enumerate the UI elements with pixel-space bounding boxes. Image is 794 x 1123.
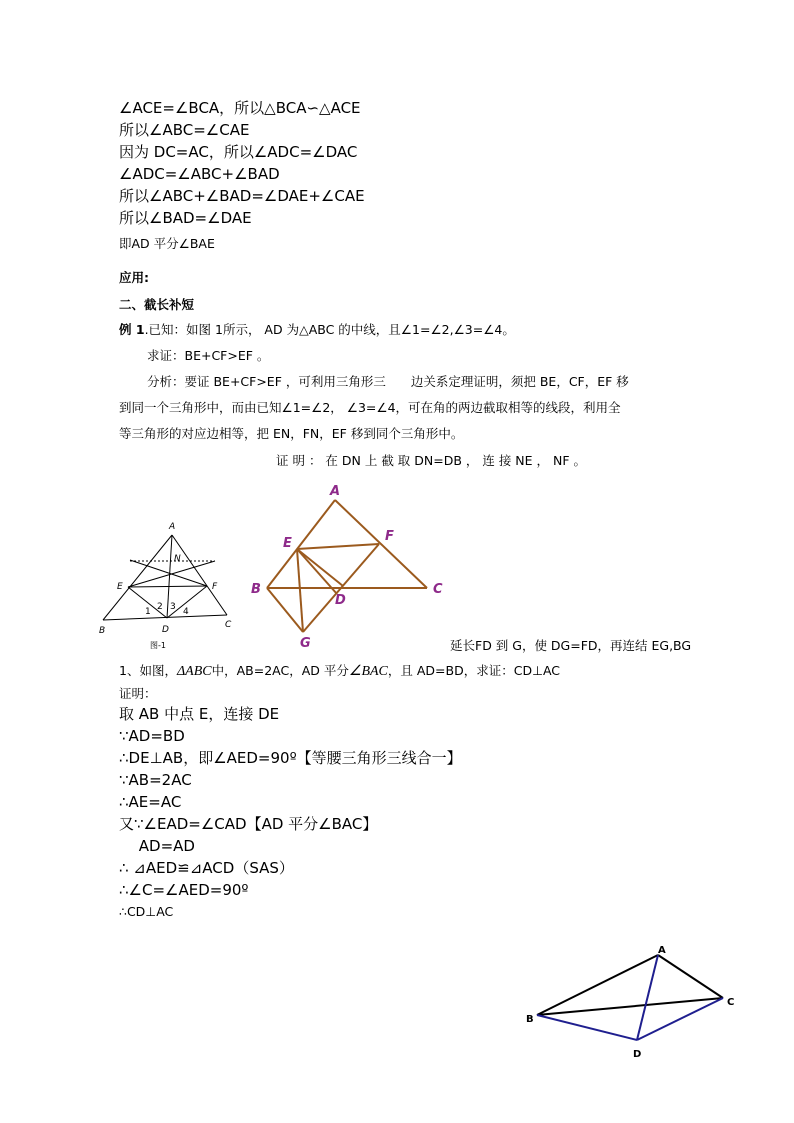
problem1-statement-b: 中，AB=2AC，AD 平分: [211, 663, 349, 678]
intro-line-1: ∠ACE=∠BCA，所以△BCA∽△ACE: [119, 99, 361, 117]
fig2-label-f: F: [385, 529, 394, 544]
fig2-label-c: C: [433, 582, 443, 597]
intro-line-6: 所以∠BAD=∠DAE: [119, 209, 252, 227]
fig2-label-e: E: [283, 536, 292, 551]
fig2-label-g: G: [300, 636, 311, 651]
fig3-label-d: D: [633, 1049, 642, 1060]
intro-line-3: 因为 DC=AC，所以∠ADC=∠DAC: [119, 143, 358, 161]
analysis-line-3: 等三角形的对应边相等，把 EN，FN，EF 移到同个三角形中。: [119, 426, 464, 441]
fig1-label-n: N: [174, 554, 181, 564]
fig2-label-a: A: [330, 484, 341, 499]
fig2-segment-ef: [297, 544, 379, 549]
fig1-label-b: B: [99, 626, 106, 636]
problem1-proof-label: 证明：: [119, 686, 157, 701]
problem1-step-8: ∴ ⊿AED≌⊿ACD（SAS）: [119, 859, 294, 877]
fig3-label-a: A: [658, 945, 666, 956]
fig1-side-bc: [103, 615, 227, 620]
fig1-side-ac: [172, 535, 227, 615]
problem1-step-5: ∴AE=AC: [119, 793, 182, 811]
example-prove: 求证：BE+CF>EF 。: [147, 348, 270, 363]
problem1-statement: [119, 661, 560, 682]
figure-2: [245, 480, 455, 655]
problem1-statement-a: 1、如图，: [119, 663, 177, 678]
intro-line-2: 所以∠ABC=∠CAE: [119, 121, 250, 139]
application-heading: 应用:: [119, 270, 149, 285]
fig2-segment-extra: [297, 549, 343, 586]
intro-line-5: 所以∠ABC+∠BAD=∠DAE+∠CAE: [119, 187, 365, 205]
figure-1: [95, 515, 245, 655]
fig2-segment-bg: [267, 588, 303, 632]
fig1-caption: 图-1: [150, 641, 166, 650]
problem1-step-4: ∵AB=2AC: [119, 771, 192, 789]
proof-continue: 延长FD 到 G，使 DG=FD，再连结 EG,BG: [450, 638, 692, 653]
fig1-label-e: E: [117, 582, 123, 592]
problem1-step-1: 取 AB 中点 E，连接 DE: [119, 705, 280, 723]
intro-conclusion: 即AD 平分∠BAE: [119, 236, 215, 251]
figure-3: [520, 935, 750, 1065]
problem1-step-2: ∵AD=BD: [119, 727, 185, 745]
fig1-angle-1: 1: [145, 607, 151, 617]
fig1-label-c: C: [225, 620, 232, 630]
problem1-final: ∴CD⊥AC: [119, 904, 174, 919]
fig2-side-ab: [267, 500, 335, 588]
fig3-segment-bd: [537, 1015, 637, 1040]
fig1-label-d: D: [162, 625, 169, 635]
intro-line-4: ∠ADC=∠ABC+∠BAD: [119, 165, 280, 183]
problem1-step-6: 又∵∠EAD=∠CAD【AD 平分∠BAC】: [119, 815, 378, 833]
proof-start: 证 明 ： 在 DN 上 截 取 DN=DB ， 连 接 NE ， NF 。: [276, 453, 587, 468]
fig1-angle-4: 4: [183, 607, 189, 617]
fig3-side-ac: [658, 955, 723, 998]
analysis-line-1: 分析：要证 BE+CF>EF ，可利用三角形三 边关系定理证明，须把 BE，CF，EF 移: [147, 374, 629, 389]
problem1-step-3: ∴DE⊥AB，即∠AED=90º【等腰三角形三线合一】: [119, 749, 462, 767]
example-given-text: .已知：如图 1所示， AD 为△ABC 的中线，且∠1=∠2,∠3=∠4。: [144, 322, 515, 337]
fig2-side-ac: [335, 500, 427, 588]
example-label: 例 1: [119, 322, 145, 337]
fig1-label-f: F: [212, 582, 218, 592]
analysis-line-2: 到同一个三角形中，而由已知∠1=∠2， ∠3=∠4，可在角的两边截取相等的线段，利用全: [119, 400, 621, 415]
fig1-segment-ef: [128, 586, 207, 587]
fig2-label-b: B: [251, 582, 261, 597]
fig1-angle-2: 2: [157, 602, 163, 612]
fig2-segment-eg: [297, 549, 303, 632]
problem1-statement-angle: ∠BAC: [348, 664, 388, 679]
problem1-statement-c: ，且 AD=BD，求证：CD⊥AC: [387, 663, 561, 678]
example-given: [119, 320, 515, 340]
problem1-statement-triangle: ΔABC: [176, 664, 212, 679]
fig3-label-b: B: [526, 1014, 534, 1025]
fig2-label-d: D: [335, 593, 346, 608]
fig1-label-a: A: [169, 522, 176, 532]
fig3-segment-ad: [637, 955, 658, 1040]
problem1-step-9: ∴∠C=∠AED=90º: [119, 881, 249, 899]
section-heading: 二、截长补短: [119, 297, 195, 312]
problem1-step-7: AD=AD: [119, 837, 195, 855]
fig3-label-c: C: [727, 997, 735, 1008]
fig1-angle-3: 3: [170, 602, 176, 612]
